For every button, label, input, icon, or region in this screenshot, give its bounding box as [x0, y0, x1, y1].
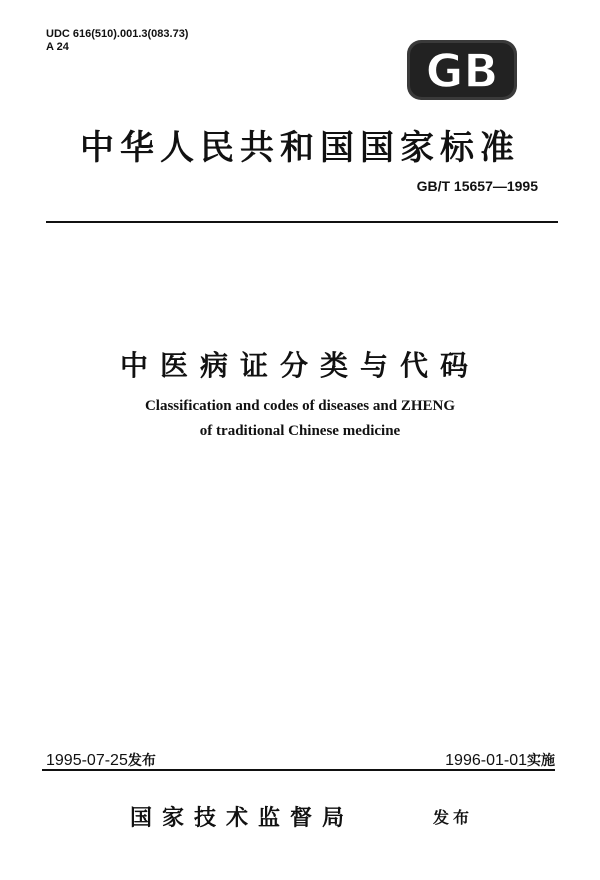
- english-title-line2: of traditional Chinese medicine: [199, 423, 401, 439]
- english-title-line1: Classification and codes of diseases and ZHENG: [144, 398, 456, 414]
- gb-logo-icon: [407, 40, 517, 100]
- issue-date-block: [46, 750, 156, 770]
- effective-date-block: [445, 750, 555, 770]
- issue-label: 发布: [127, 752, 156, 768]
- standard-title: 中华人民共和国国家标准: [80, 130, 520, 167]
- class-code: A 24: [46, 41, 69, 53]
- udc-code: UDC 616(510).001.3(083.73): [46, 28, 189, 40]
- gb-logo-text: GB: [425, 44, 499, 98]
- top-divider: [46, 221, 558, 223]
- issue-date: 1995-07-25: [46, 752, 128, 769]
- effective-label: 实施: [527, 752, 555, 768]
- udc-block: [46, 28, 188, 54]
- bottom-divider: [42, 769, 555, 771]
- publisher-issued-label: 发布: [433, 810, 474, 827]
- standard-code: GB/T 15657—1995: [416, 178, 538, 194]
- publisher-name: 国家技术监督局: [130, 805, 355, 830]
- document-title: 中医病证分类与代码: [119, 351, 480, 382]
- effective-date: 1996-01-01: [445, 752, 527, 769]
